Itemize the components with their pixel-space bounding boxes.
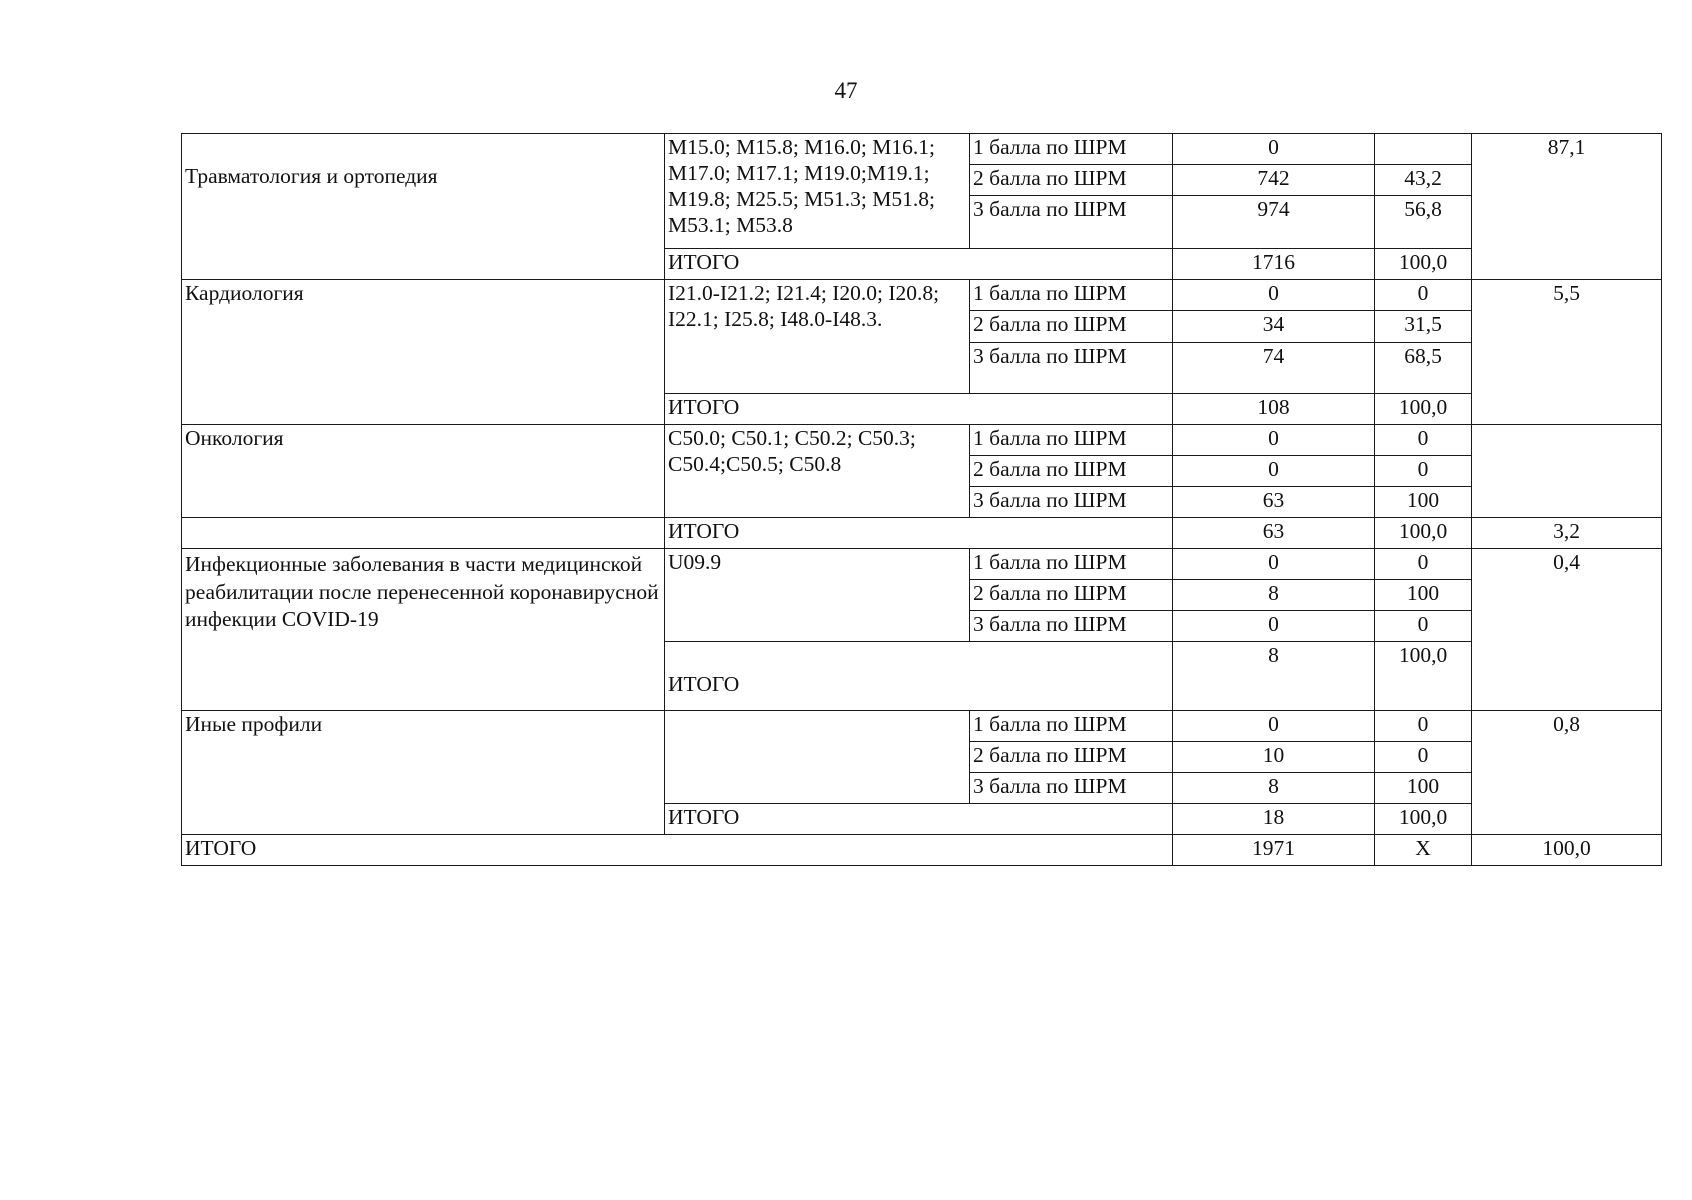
table-row (182, 134, 1662, 165)
score-label: 2 балла по ШРМ (970, 311, 1173, 343)
count-cell: 0 (1173, 611, 1375, 642)
score-label: 1 балла по ШРМ (970, 711, 1173, 742)
share-cell: 5,5 (1472, 280, 1662, 425)
percent-cell: 0 (1375, 611, 1472, 642)
count-cell: 63 (1173, 487, 1375, 518)
grand-total-count: 1971 (1173, 835, 1375, 866)
table-row (182, 711, 1662, 742)
total-count-cell: 8 (1173, 642, 1375, 711)
grand-total-share: 100,0 (1472, 835, 1662, 866)
total-percent-cell: 100,0 (1375, 642, 1472, 711)
share-cell: 87,1 (1472, 134, 1662, 280)
percent-cell: 68,5 (1375, 343, 1472, 394)
itogo-label: ИТОГО (665, 518, 1173, 549)
percent-cell: 56,8 (1375, 196, 1472, 249)
grand-total-row (182, 835, 1662, 866)
codes-cell (665, 711, 970, 804)
grand-total-label: ИТОГО (182, 835, 1173, 866)
table-row (182, 518, 1662, 549)
count-cell: 8 (1173, 773, 1375, 804)
profile-cell: Травматология и ортопедия (182, 134, 665, 280)
score-label: 1 балла по ШРМ (970, 425, 1173, 456)
itogo-label: ИТОГО (665, 249, 1173, 280)
total-percent-cell: 100,0 (1375, 518, 1472, 549)
itogo-label: ИТОГО (665, 642, 1173, 711)
codes-cell: С50.0; С50.1; С50.2; С50.3; С50.4;С50.5; С50.8 (665, 425, 970, 518)
percent-cell: 0 (1375, 742, 1472, 773)
score-label: 3 балла по ШРМ (970, 773, 1173, 804)
score-label: 2 балла по ШРМ (970, 742, 1173, 773)
total-count-cell: 108 (1173, 394, 1375, 425)
count-cell: 0 (1173, 549, 1375, 580)
profile-cell: Иные профили (182, 711, 665, 835)
profile-cell: Кардиология (182, 280, 665, 425)
count-cell: 74 (1173, 343, 1375, 394)
percent-cell: 43,2 (1375, 165, 1472, 196)
profile-cell: Онкология (182, 425, 665, 518)
percent-cell: 0 (1375, 280, 1472, 311)
count-cell: 8 (1173, 580, 1375, 611)
score-label: 3 балла по ШРМ (970, 611, 1173, 642)
percent-cell (1375, 134, 1472, 165)
count-cell: 0 (1173, 711, 1375, 742)
rehabilitation-statistics-table (181, 133, 1662, 866)
score-label: 1 балла по ШРМ (970, 280, 1173, 311)
count-cell: 34 (1173, 311, 1375, 343)
table-row (182, 549, 1662, 580)
empty-cell (182, 518, 665, 549)
count-cell: 0 (1173, 425, 1375, 456)
count-cell: 974 (1173, 196, 1375, 249)
total-percent-cell: 100,0 (1375, 394, 1472, 425)
count-cell: 0 (1173, 280, 1375, 311)
share-cell: 3,2 (1472, 518, 1662, 549)
percent-cell: 100 (1375, 487, 1472, 518)
table-row (182, 280, 1662, 311)
score-label: 3 балла по ШРМ (970, 343, 1173, 394)
count-cell: 742 (1173, 165, 1375, 196)
percent-cell: 100 (1375, 580, 1472, 611)
itogo-label: ИТОГО (665, 804, 1173, 835)
percent-cell: 0 (1375, 711, 1472, 742)
share-cell: 0,8 (1472, 711, 1662, 835)
codes-cell: U09.9 (665, 549, 970, 642)
count-cell: 10 (1173, 742, 1375, 773)
total-count-cell: 18 (1173, 804, 1375, 835)
share-cell (1472, 425, 1662, 518)
count-cell: 0 (1173, 456, 1375, 487)
total-count-cell: 63 (1173, 518, 1375, 549)
total-percent-cell: 100,0 (1375, 804, 1472, 835)
total-count-cell: 1716 (1173, 249, 1375, 280)
grand-total-percent: Х (1375, 835, 1472, 866)
percent-cell: 100 (1375, 773, 1472, 804)
percent-cell: 0 (1375, 456, 1472, 487)
percent-cell: 0 (1375, 425, 1472, 456)
score-label: 2 балла по ШРМ (970, 580, 1173, 611)
score-label: 2 балла по ШРМ (970, 456, 1173, 487)
codes-cell: I21.0-I21.2; I21.4; I20.0; I20.8; I22.1; I25.8; I48.0-I48.3. (665, 280, 970, 394)
score-label: 2 балла по ШРМ (970, 165, 1173, 196)
profile-cell: Инфекционные заболевания в части медицинской реабилитации после перенесенной коронавирусной инфекции COVID-19 (182, 549, 665, 711)
codes-cell: М15.0; М15.8; М16.0; М16.1; М17.0; М17.1; М19.0;М19.1; М19.8; М25.5; М51.3; М51.8; М53.1; М53.8 (665, 134, 970, 249)
share-cell: 0,4 (1472, 549, 1662, 711)
page-number: 47 (834, 78, 858, 103)
count-cell: 0 (1173, 134, 1375, 165)
percent-cell: 31,5 (1375, 311, 1472, 343)
percent-cell: 0 (1375, 549, 1472, 580)
total-percent-cell: 100,0 (1375, 249, 1472, 280)
score-label: 3 балла по ШРМ (970, 487, 1173, 518)
itogo-label: ИТОГО (665, 394, 1173, 425)
score-label: 1 балла по ШРМ (970, 549, 1173, 580)
table-row (182, 425, 1662, 456)
score-label: 3 балла по ШРМ (970, 196, 1173, 249)
score-label: 1 балла по ШРМ (970, 134, 1173, 165)
